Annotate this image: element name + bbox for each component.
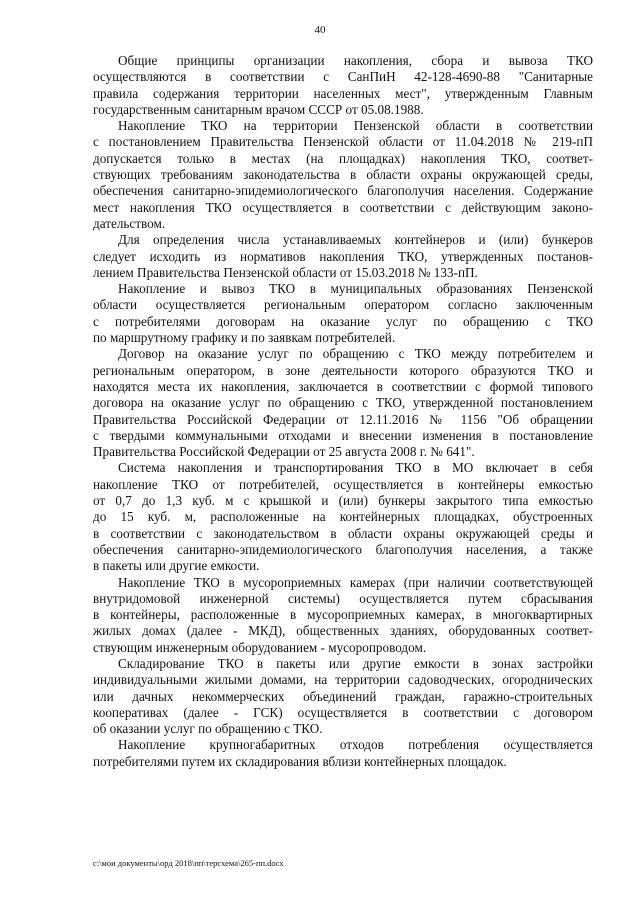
text-line: в пакеты или другие емкости. xyxy=(93,558,260,574)
text-line: Система накопления и транспортирования ТКО в МО включает в себя xyxy=(118,460,593,476)
text-line: с твердыми коммунальными отходами и внесении изменения в постановление xyxy=(93,427,593,443)
text-line: Складирование ТКО в пакеты или другие емкости в зонах застройки xyxy=(118,655,593,671)
text-line: с постановлением Правительства Пензенской области от 11.04.2018 № 219-пП xyxy=(93,134,593,150)
paragraph xyxy=(93,118,593,232)
text-line: в соответствии с законодательством в области охраны окружающей среды и xyxy=(93,525,593,541)
document-body xyxy=(93,53,593,770)
paragraph xyxy=(93,737,593,770)
paragraph xyxy=(93,460,593,574)
paragraph xyxy=(93,53,593,118)
text-line: допускается только в местах (на площадках) накопления ТКО, соответ- xyxy=(93,150,593,166)
text-line: региональным оператором, в зоне деятельности которого образуются ТКО и xyxy=(93,362,593,378)
paragraph xyxy=(93,656,593,737)
page-number: 40 xyxy=(314,24,326,36)
text-line: до 15 куб. м, расположенные на контейнерных площадках, обустроенных xyxy=(93,509,593,525)
text-line: об оказании услуг по обращению с ТКО. xyxy=(93,721,323,737)
text-line: от 0,7 до 1,3 куб. м с крышкой и (или) бункеры закрытого типа емкостью xyxy=(93,493,593,509)
text-line: следует исходить из нормативов накопления ТКО, утвержденных постанов- xyxy=(93,248,593,264)
paragraph xyxy=(93,346,593,460)
text-line: внутридомовой инженерной системы) осуществляется путем сбрасывания xyxy=(93,590,593,606)
text-line: по маршрутному графику и по заявкам потребителей. xyxy=(93,330,396,346)
text-line: или дачных некоммерческих объединений граждан, гаражно-строительных xyxy=(93,688,593,704)
text-line: накопление ТКО от потребителей, осуществляется в контейнеры емкостью xyxy=(93,476,593,492)
text-line: с потребителями договорам на оказание услуг по обращению с ТКО xyxy=(93,313,593,329)
text-line: жилых домах (далее - МКД), общественных зданиях, оборудованных соответ- xyxy=(93,623,593,639)
text-line: лением Правительства Пензенской области от 15.03.2018 № 133-пП. xyxy=(93,264,478,280)
text-line: государственным санитарным врачом СССР от 05.08.1988. xyxy=(93,101,424,117)
paragraph xyxy=(93,232,593,281)
text-line: Правительства Российской Федерации от 25 августа 2008 г. № 641". xyxy=(93,444,475,460)
text-line: Накопление ТКО в мусороприемных камерах (при наличии соответствующей xyxy=(118,574,593,590)
text-line: мест накопления ТКО осуществляется в соответствии с действующим законо- xyxy=(93,199,593,215)
text-line: ствующих требованиям законодательства в области охраны окружающей среды, xyxy=(93,167,593,183)
text-line: Накопление ТКО на территории Пензенской области в соответствии xyxy=(118,118,593,134)
text-line: области осуществляется региональным оператором согласно заключенным xyxy=(93,297,593,313)
text-line: ствующим инженерным оборудованием - мусоропроводом. xyxy=(93,639,427,655)
text-line: кооперативах (далее - ГСК) осуществляется в соответствии с договором xyxy=(93,704,593,720)
text-line: Для определения числа устанавливаемых контейнеров и (или) бункеров xyxy=(118,232,593,248)
text-line: обеспечения санитарно-эпидемиологического благополучия населения, а также xyxy=(93,541,593,557)
paragraph xyxy=(93,575,593,656)
text-line: правила содержания территории населенных мест", утвержденным Главным xyxy=(93,85,593,101)
text-line: Договор на оказание услуг по обращению с ТКО между потребителем и xyxy=(118,346,593,362)
text-line: потребителями путем их складирования вблизи контейнерных площадок. xyxy=(93,753,507,769)
text-line: Общие принципы организации накопления, сбора и вывоза ТКО xyxy=(118,53,593,68)
file-path-footer: c:\мои документы\орд 2018\пп\терсхема\265-пп.docx xyxy=(93,858,284,868)
text-line: в контейнеры, расположенные в мусороприемных камерах, в многоквартирных xyxy=(93,607,593,623)
text-line: осуществляются в соответствии с СанПиН 42-128-4690-88 "Санитарные xyxy=(93,69,593,85)
text-line: индивидуальными жилыми домами, на территории садоводческих, огороднических xyxy=(93,672,593,688)
text-line: обеспечения санитарно-эпидемиологического благополучия населения. Содержание xyxy=(93,183,593,199)
text-line: договора на оказание услуг по обращению с ТКО, утвержденной постановлением xyxy=(93,395,593,411)
text-line: Накопление крупногабаритных отходов потребления осуществляется xyxy=(118,737,593,753)
text-line: дательством. xyxy=(93,215,166,231)
text-line: Накопление и вывоз ТКО в муниципальных образованиях Пензенской xyxy=(118,281,593,297)
text-line: находятся места их накопления, заключается в соответствии с формой типового xyxy=(93,378,593,394)
paragraph xyxy=(93,281,593,346)
text-line: Правительства Российской Федерации от 12.11.2016 № 1156 "Об обращении xyxy=(93,411,593,427)
